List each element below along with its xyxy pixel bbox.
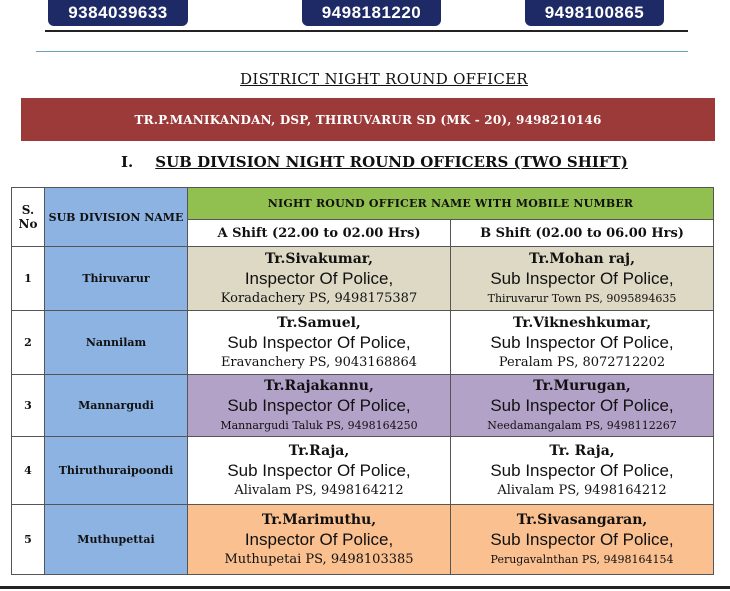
row-subdivision: Mannargudi: [45, 375, 188, 437]
officer-station: Needamangalam PS, 9498112267: [487, 418, 677, 432]
shift-b-officer: [451, 505, 714, 575]
shift-b-officer: [451, 311, 714, 375]
table-row: [12, 375, 714, 437]
row-subdivision: Nannilam: [45, 311, 188, 375]
officer-station: Thiruvarur Town PS, 9095894635: [487, 291, 677, 305]
table-row: [12, 505, 714, 575]
officer-station: Eravanchery PS, 9043168864: [220, 354, 418, 370]
phone-number-3: 9498100865: [525, 0, 664, 26]
shift-a-officer: [188, 505, 451, 575]
officer-name: Tr.Raja,: [288, 442, 350, 459]
shift-b-officer: [451, 375, 714, 437]
header-sno: S. No: [12, 188, 45, 247]
officer-designation: Inspector Of Police,: [244, 529, 394, 549]
district-title: DISTRICT NIGHT ROUND OFFICER: [240, 70, 528, 88]
officer-name: Tr.Marimuthu,: [261, 511, 377, 528]
header-subdivision: SUB DIVISION NAME: [45, 188, 188, 247]
officer-designation: Sub Inspector Of Police,: [490, 268, 674, 288]
officer-name: Tr.Vikneshkumar,: [512, 314, 652, 331]
officer-designation: Sub Inspector Of Police,: [490, 395, 674, 415]
officer-station: Alivalam PS, 9498164212: [497, 482, 667, 498]
section-title-text: SUB DIVISION NIGHT ROUND OFFICERS (TWO SHIFT): [155, 153, 628, 171]
shift-a-officer: [188, 247, 451, 311]
header-shift-a: A Shift (22.00 to 02.00 Hrs): [188, 220, 451, 247]
row-subdivision: Thiruthuraipoondi: [45, 437, 188, 505]
phone-number-2: 9498181220: [302, 0, 441, 26]
divider-dark: [45, 30, 688, 32]
row-subdivision: Muthupettai: [45, 505, 188, 575]
section-title: [121, 153, 628, 171]
header-officer-group: NIGHT ROUND OFFICER NAME WITH MOBILE NUMBER: [188, 188, 714, 220]
officer-designation: Sub Inspector Of Police,: [490, 529, 674, 549]
table-row: [12, 247, 714, 311]
officer-designation: Inspector Of Police,: [244, 268, 394, 288]
officer-designation: Sub Inspector Of Police,: [490, 332, 674, 352]
divider-light: [36, 51, 688, 52]
officer-station: Koradachery PS, 9498175387: [220, 290, 418, 306]
officer-designation: Sub Inspector Of Police,: [227, 395, 411, 415]
row-sno: 1: [12, 247, 45, 311]
shift-b-officer: [451, 247, 714, 311]
officer-station: Mannargudi Taluk PS, 9498164250: [220, 418, 418, 432]
officer-designation: Sub Inspector Of Police,: [490, 460, 674, 480]
table-row: [12, 311, 714, 375]
officer-name: Tr.Rajakannu,: [264, 377, 374, 394]
row-sno: 4: [12, 437, 45, 505]
officer-name: Tr. Raja,: [549, 442, 615, 459]
row-subdivision: Thiruvarur: [45, 247, 188, 311]
bottom-divider: [0, 586, 730, 589]
shift-a-officer: [188, 437, 451, 505]
officer-station: Peralam PS, 8072712202: [498, 354, 666, 370]
row-sno: 2: [12, 311, 45, 375]
table-row: [12, 437, 714, 505]
shift-a-officer: [188, 375, 451, 437]
row-sno: 5: [12, 505, 45, 575]
officer-name: Tr.Sivakumar,: [265, 250, 373, 267]
row-sno: 3: [12, 375, 45, 437]
shift-b-officer: [451, 437, 714, 505]
district-officer-banner: TR.P.MANIKANDAN, DSP, THIRUVARUR SD (MK - 20), 9498210146: [21, 98, 715, 141]
officer-station: Perugavalnthan PS, 9498164154: [490, 552, 674, 566]
officer-designation: Sub Inspector Of Police,: [227, 332, 411, 352]
officer-station: Muthupetai PS, 9498103385: [224, 551, 414, 567]
officer-name: Tr.Samuel,: [277, 314, 361, 331]
officer-name: Tr.Sivasangaran,: [516, 511, 648, 528]
shift-a-officer: [188, 311, 451, 375]
officer-designation: Sub Inspector Of Police,: [227, 460, 411, 480]
section-number: I.: [121, 153, 134, 171]
header-shift-b: B Shift (02.00 to 06.00 Hrs): [451, 220, 714, 247]
phone-number-row: [0, 0, 730, 26]
officer-name: Tr.Murugan,: [533, 377, 631, 394]
officer-station: Alivalam PS, 9498164212: [234, 482, 404, 498]
night-round-table: [11, 187, 714, 575]
officer-name: Tr.Mohan raj,: [529, 250, 635, 267]
phone-number-1: 9384039633: [48, 0, 188, 26]
